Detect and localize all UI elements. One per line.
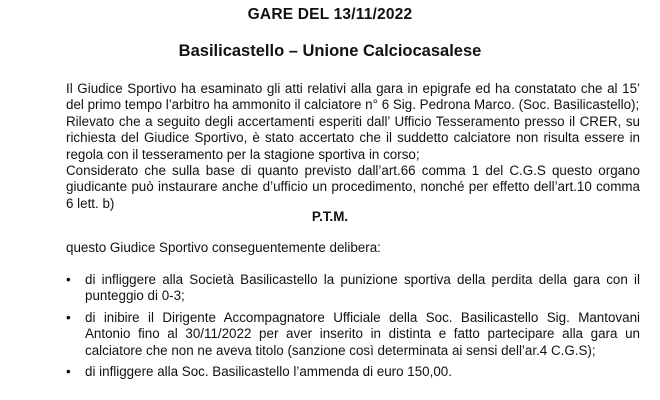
measure-text: di infliggere alla Soc. Basilicastello l’ammenda di euro 150,00.	[85, 364, 452, 380]
deliberation-line: questo Giudice Sportivo conseguentemente delibera:	[66, 240, 381, 255]
measure-text: di infliggere alla Società Basilicastello la punizione sportiva della perdita della gara con il punteggio di 0-3;	[85, 272, 640, 304]
paragraph-examination: Il Giudice Sportivo ha esaminato gli atti relativi alla gara in epigrafe ed ha constatato che al 15’ del primo tempo l’arbitro ha ammonito il calciatore n° 6 Sig. Pedrona Marco. (Soc. Basilicastello);	[66, 81, 640, 113]
match-title: Basilicastello – Unione Calciocasalese	[178, 42, 482, 60]
bullet-icon: •	[66, 272, 71, 287]
date-heading: GARE DEL 13/11/2022	[247, 6, 413, 23]
paragraph-considerations: Considerato che sulla base di quanto previsto dall’art.66 comma 1 del C.G.S questo organo giudicante può instaurare anche d’ufficio un procedimento, nonché per effetto dell’art.10 comma 6 lett. b)	[66, 163, 640, 211]
list-item	[66, 310, 640, 359]
measure-text: di inibire il Dirigente Accompagnatore Ufficiale della Soc. Basilicastello Sig. Mantovani Antonio fino al 30/11/2022 per aver inserito in distinta e fatto partecipare alla gara un calciatore che non ne aveva titolo (sanzione così determinata ai sensi dell’ar.4 C.G.S);	[85, 309, 640, 358]
list-item	[66, 364, 640, 380]
decision-body	[66, 81, 640, 212]
paragraph-verification: Rilevato che a seguito degli accertamenti esperiti dall’ Ufficio Tesseramento presso il CRER, su richiesta del Giudice Sportivo, è stato accertato che il suddetto calciatore non risulta essere in regola con il tesseramento per la stagione sportiva in corso;	[66, 113, 640, 162]
list-item	[66, 272, 640, 305]
bullet-icon: •	[66, 364, 71, 380]
ptm-heading: P.T.M.	[311, 209, 349, 224]
bullet-icon: •	[66, 309, 71, 325]
measures-list	[66, 272, 640, 385]
